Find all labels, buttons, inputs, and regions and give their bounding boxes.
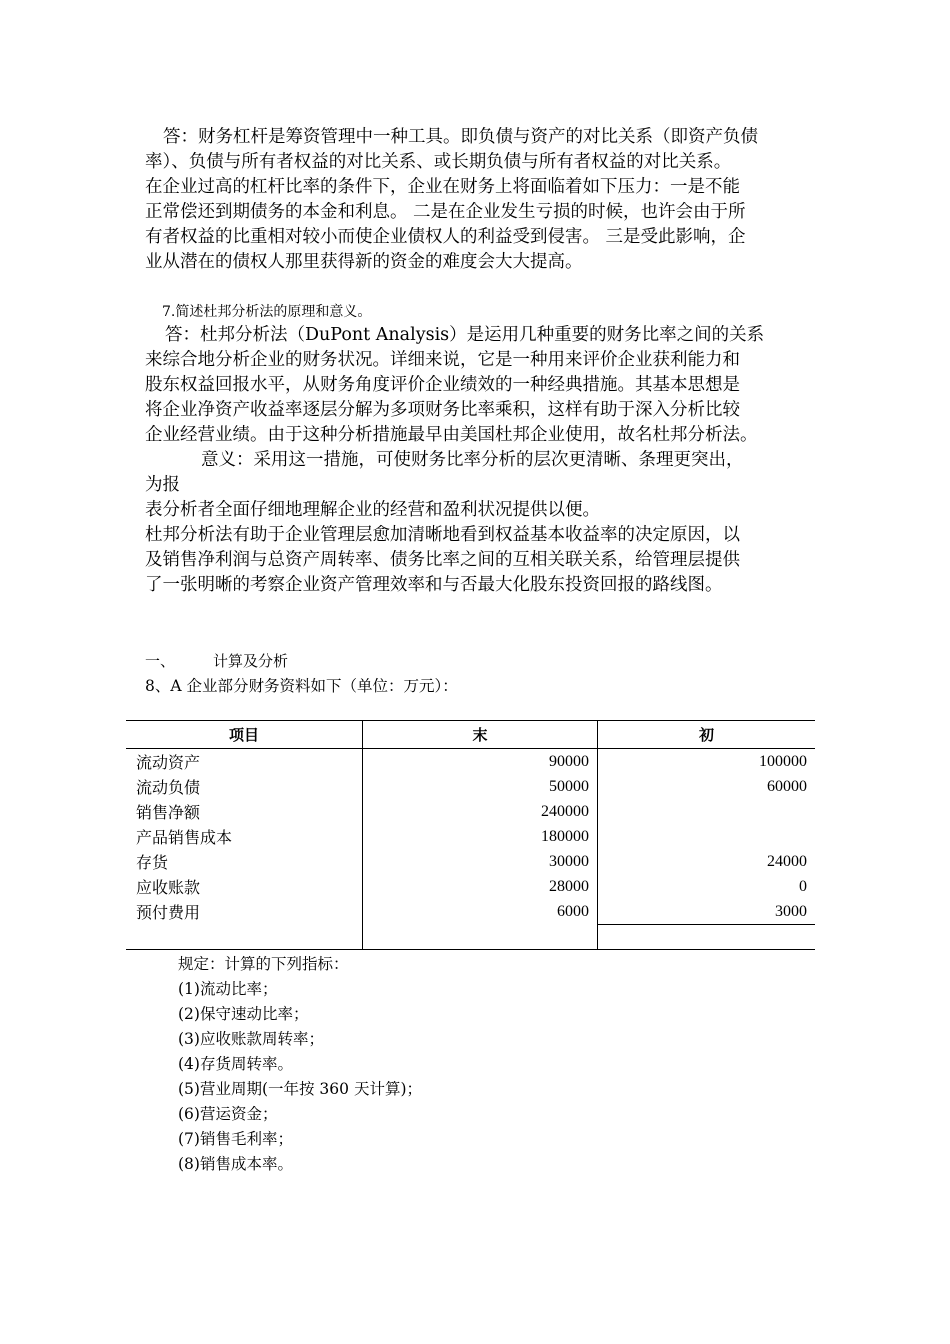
text-line: 了一张明晰的考察企业资产管理效率和与否最大化股东投资回报的路线图。 [145, 575, 723, 595]
list-item: (5)营业周期(一年按 360 天计算)； [178, 1080, 422, 1098]
text-line: 来综合地分析企业的财务状况。详细来说，它是一种用来评价企业获利能力和 [145, 350, 740, 370]
list-item: (3)应收账款周转率； [178, 1030, 324, 1048]
column-header-begin: 初 [598, 721, 816, 749]
table-row [126, 824, 815, 849]
question-7-heading: 7.简述杜邦分析法的原理和意义。 [162, 304, 372, 320]
list-item: (2)保守速动比率； [178, 1005, 309, 1023]
requirements-intro: 规定：计算的下列指标： [178, 955, 349, 973]
text-line: 股东权益回报水平，从财务角度评价企业绩效的一种经典措施。其基本思想是 [145, 375, 740, 395]
table-cell: 流动资产 [126, 749, 363, 775]
answer-7-paragraph [145, 323, 810, 598]
table-cell: 0 [799, 877, 807, 895]
table-row [126, 774, 815, 799]
text-line: 业从潜在的债权人那里获得新的资金的难度会大大提高。 [145, 252, 583, 272]
text-line: 意义：采用这一措施，可使财务比率分析的层次更清晰、条理更突出， [201, 450, 744, 470]
table-header-row [126, 721, 815, 749]
section-heading [145, 650, 288, 671]
text-line: 企业经营业绩。由于这种分析措施最早由美国杜邦企业使用，故名杜邦分析法。 [145, 425, 758, 445]
question-8-heading: 8、A 企业部分财务资料如下（单位：万元）： [145, 677, 458, 695]
table-cell: 6000 [363, 899, 598, 925]
list-item: (1)流动比率； [178, 980, 278, 998]
table-cell: 28000 [363, 874, 598, 899]
list-item: (8)销售成本率。 [178, 1155, 293, 1173]
table-cell: 3000 [598, 899, 816, 925]
list-item: (4)存货周转率。 [178, 1055, 293, 1073]
table-cell: 30000 [363, 849, 598, 874]
table-cell: 销售净额 [126, 799, 363, 824]
text-line: 有者权益的比重相对较小而使企业债权人的利益受到侵害。 三是受此影响，企 [145, 227, 746, 247]
text-line: 将企业净资产收益率逐层分解为多项财务比率乘积，这样有助于深入分析比较 [145, 400, 740, 420]
text-line: 答：杜邦分析法（DuPont Analysis）是运用几种重要的财务比率之间的关系 [165, 325, 765, 345]
list-item: (6)营运资金； [178, 1105, 278, 1123]
text-line: 答：财务杠杆是筹资管理中一种工具。即负债与资产的对比关系（即资产负债 [163, 127, 758, 147]
section-number: 一、 [145, 652, 176, 670]
table-cell: 180000 [363, 824, 598, 849]
table-row [126, 874, 815, 899]
table-cell [598, 925, 816, 950]
table-cell: 应收账款 [126, 874, 363, 899]
table-row [126, 849, 815, 874]
section-title: 计算及分析 [213, 652, 289, 670]
answer-6-paragraph [145, 125, 810, 275]
table-cell: 100000 [598, 749, 816, 775]
text-line: 在企业过高的杠杆比率的条件下，企业在财务上将面临着如下压力：一是不能 [145, 177, 740, 197]
column-header-end: 末 [363, 721, 598, 749]
requirements-list [178, 952, 422, 1177]
table-cell: 存货 [126, 849, 363, 874]
table-row [126, 799, 815, 824]
table-row [126, 925, 815, 950]
table-row [126, 749, 815, 775]
financial-data-table [126, 720, 815, 950]
table-cell: 240000 [363, 799, 598, 824]
text-line: 表分析者全面仔细地理解企业的经营和盈利状况提供以便。 [145, 500, 600, 520]
table-cell: 60000 [767, 777, 807, 795]
table-cell [598, 824, 816, 849]
table-cell: 产品销售成本 [126, 824, 363, 849]
table-cell: 24000 [767, 852, 807, 870]
text-line: 杜邦分析法有助于企业管理层愈加清晰地看到权益基本收益率的决定原因，以 [145, 525, 740, 545]
table-cell [598, 799, 816, 824]
list-item: (7)销售毛利率； [178, 1130, 293, 1148]
table-cell: 预付费用 [126, 899, 363, 925]
text-line: 正常偿还到期债务的本金和利息。 二是在企业发生亏损的时候，也许会由于所 [145, 202, 746, 222]
table-cell: 50000 [363, 774, 598, 799]
text-line: 为报 [145, 475, 180, 495]
table-cell: 90000 [363, 749, 598, 775]
table-cell [363, 925, 598, 950]
column-header-item: 项目 [126, 721, 363, 749]
text-line: 及销售净利润与总资产周转率、债务比率之间的互相关联关系，给管理层提供 [145, 550, 740, 570]
table-cell [126, 925, 363, 950]
text-line: 率）、负债与所有者权益的对比关系、或长期负债与所有者权益的对比关系。 [145, 152, 732, 172]
table-row [126, 899, 815, 925]
table-cell: 流动负债 [126, 774, 363, 799]
